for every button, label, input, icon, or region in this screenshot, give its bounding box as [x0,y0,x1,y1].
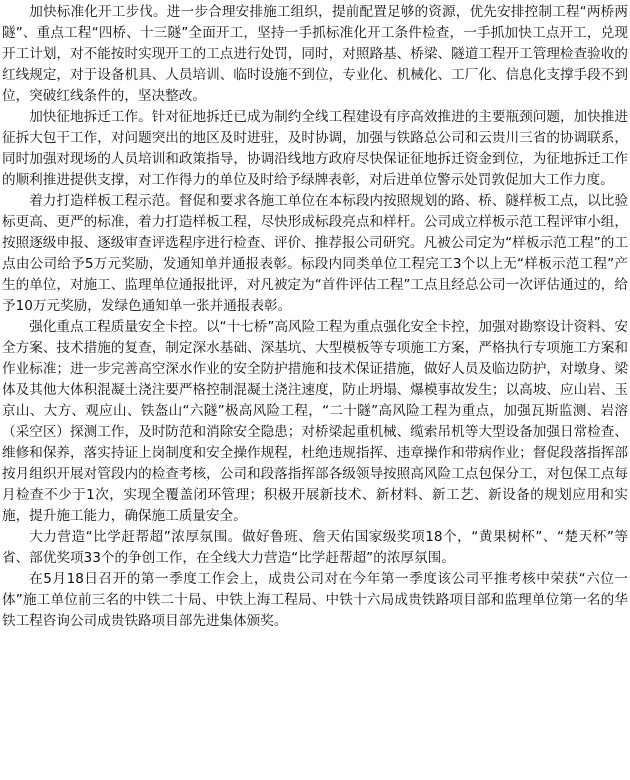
paragraph-model-project: 着力打造样板工程示范。督促和要求各施工单位在本标段内按照规划的路、桥、隧样板工点，以比验标更高、更严的标准，着力打造样板工程，尽快形成标段亮点和样杆。公司成立样板示范工程评审小组，按照逐级申报、逐级审查评选程序进行检查、评价、推荐报公司研究。凡被公司定为“样板示范工程”的工点由公司给予5万元奖励，发通知单并通报表彰。标段内同类单位工程完工3个以上无“样板示范工程”产生的单位，对施工、监理单位通报批评，对凡被定为“首件评估工程”工点且经总公司一次评估通过的，给予10万元奖励，发绿色通知单一张并通报表彰。 [2,193,628,314]
paragraph-quality-safety: 强化重点工程质量安全卡控。以“十七桥”高风险工程为重点强化安全卡控，加强对勘察设计资料、安全方案、技术措施的复查，制定深水基础、深基坑、大型模板等专项施工方案，严格执行专项施工方案和作业标准；进一步完善高空深水作业的安全防护措施和技术保证措施，做好人员及临边防护，对墩身、梁体及其他大体积混凝土浇注要严格控制混凝土浇注速度，防止坍塌、爆模事故发生；以高坡、应山岩、玉京山、大方、观应山、铁盔山“六隧”极高风险工程，“二十隧”高风险工程为重点，加强瓦斯监测、岩溶（采空区）探测工作，及时防范和消除安全隐患；对桥梁起重机械、缆索吊机等大型设备加强日常检查、维修和保养，落实持证上岗制度和安全操作规程，杜绝违规指挥、违章操作和带病作业；督促段落指挥部按月组织开展对管段内的检查考核，公司和段落指挥部各级领导按照高风险工点包保分工，对包保工点每月检查不少于1次，实现全覆盖闭环管理；积极开展新技术、新材料、新工艺、新设备的规划应用和实施，提升施工能力，确保施工质量安全。 [2,319,628,524]
paragraph-land-acquisition: 加快征地拆迁工作。针对征地拆迁已成为制约全线工程建设有序高效推进的主要瓶颈问题，加快推进征拆大包干工作，对问题突出的地区及时进驻，及时协调，加强与铁路总公司和云贵川三省的协调联系，同时加强对现场的人员培训和政策指导，协调沿线地方政府尽快保证征地拆迁资金到位，为征地拆迁工作的顺利推进提供支撑，对工作得力的单位及时给予绿牌表彰，对后进单位警示处罚敦促加大工作力度。 [2,109,628,188]
paragraph-competition-atmosphere: 大力营造“比学赶帮超”浓厚氛围。做好鲁班、詹天佑国家级奖项18个，“黄果树杯”、“楚天杯”等省、部优奖项33个的争创工作，在全线大力营造“比学赶帮超”的浓厚氛围。 [2,529,628,566]
paragraph-award-meeting: 在5月18日召开的第一季度工作会上，成贵公司对在今年第一季度该公司平推考核中荣获“六位一体”施工单位前三名的中铁二十局、中铁上海工程局、中铁十六局成贵铁路项目部和监理单位第一名的华铁工程咨询公司成贵铁路项目部先进集体颁奖。 [2,571,628,629]
paragraph-standardized-start: 加快标准化开工步伐。进一步合理安排施工组织，提前配置足够的资源，优先安排控制工程“两桥两隧”、重点工程“四桥、十三隧”全面开工，坚持一手抓标准化开工条件检查，一手抓加快工点开工，兑现开工计划，对不能按时实现开工的工点进行处罚，同时，对照路基、桥梁、隧道工程开工管理检查验收的红线规定，对于设备机具、人员培训、临时设施不到位，专业化、机械化、工厂化、信息化支撑手段不到位，突破红线条件的，坚决整改。 [2,4,628,104]
